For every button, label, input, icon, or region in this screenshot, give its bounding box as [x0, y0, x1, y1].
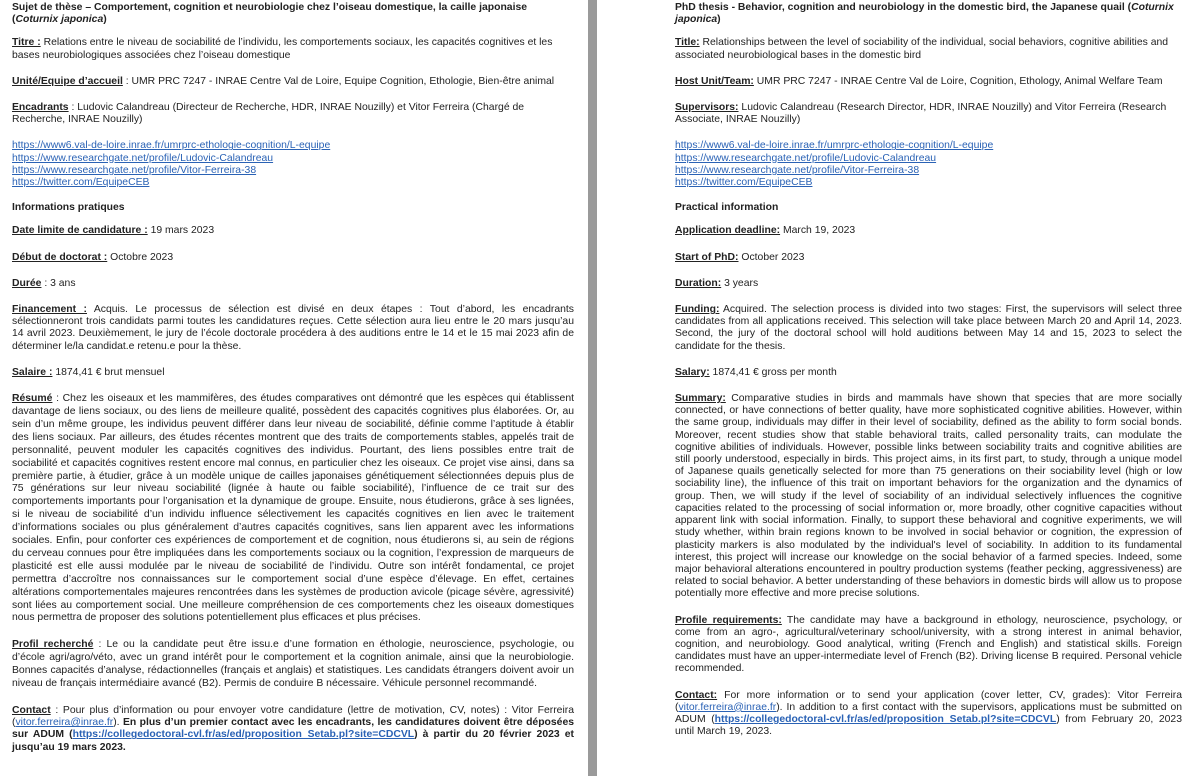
title-label: Titre :	[12, 37, 41, 49]
contact-paragraph: Contact: For more information or to send your application (cover letter, CV, grades): Vitor Ferreira (vitor.ferreira@inrae.fr). In addition to a first contact with the supervisors, applications must be submitted on ADUM (https://collegedoctoral-cvl.fr/as/ed/proposition_Setab.pl?site=CDCVL) from February 20, 2023 until March 19, 2023.	[675, 689, 1182, 738]
link-researchgate-calandreau[interactable]: https://www.researchgate.net/profile/Ludovic-Calandreau	[675, 152, 937, 164]
heading: PhD thesis - Behavior, cognition and neurobiology in the domestic bird, the Japanese quail (Coturnix japonica)	[675, 2, 1174, 26]
contact-label: Contact	[12, 705, 51, 716]
funding-paragraph: Financement : Acquis. Le processus de sélection est divisé en deux étapes : Tout d’abord, les encadrants sélectionneront trois candidats parmi toutes les candidatures reçues. Cette sélection aura lieu entre le 20 mars jusqu’au 14 avril 2023. Deuxièmement, le jury de l’école doctorale procédera à des auditions entre le 14 et le 15 mai 2023 afin de déterminer le/la candidat.e retenu.e pour la thèse.	[12, 304, 574, 352]
deadline-paragraph: Application deadline: March 19, 2023	[675, 225, 856, 237]
unit-label: Unité/Equipe d’accueil	[12, 75, 123, 87]
document-page-french	[0, 0, 588, 776]
supervisors-label: Encadrants	[12, 102, 69, 114]
heading: Sujet de thèse – Comportement, cognition et neurobiologie chez l’oiseau domestique, la caille japonaise (Coturnix japonica)	[12, 2, 528, 26]
adum-link[interactable]: https://collegedoctoral-cvl.fr/as/ed/proposition_Setab.pl?site=CDCVL	[714, 713, 1057, 725]
document-page-english	[597, 0, 1200, 776]
supervisors-paragraph: Supervisors: Ludovic Calandreau (Research Director, HDR, INRAE Nouzilly) and Vitor Ferreira (Research Associate, INRAE Nouzilly)	[675, 102, 1167, 126]
title-paragraph: Title: Relationships between the level of sociability of the individual, social behaviors, cognitive abilities and associated neurobiological bases in the domestic bird	[675, 37, 1169, 61]
salary-label: Salaire :	[12, 366, 53, 378]
summary-label: Summary:	[675, 393, 726, 405]
summary-paragraph: Résumé : Chez les oiseaux et les mammifères, des études comparatives ont démontré que les espèces qui établissent davantage de liens sociaux, ou des liens de meilleure qualité, possèdent des capacités cognitives plus élaborées. Or, au sein d’un même groupe, les individus peuvent différer dans leur niveau de sociabilité, définie comme l’aptitude à établir des liens sociaux. Par ailleurs, des études récentes montrent que des traits de comportements stables, appelés trait de personnalité, peuvent moduler les capacités cognitives des individus. Pourtant, des liens possibles entre trait de sociabilité et capacités cognitives restent encore mal connus, en particulier chez les oiseaux. Ce projet vise ainsi, dans sa première partie, à étudier, grâce à un modèle unique de cailles japonaises génétiquement sélectionnées depuis plus de 75 générations sur leur niveau sociabilité (lignée à haute ou faible sociabilité), l’influence de ce trait sur des comportements importants pour l’organisation et la dynamique de groupe. Ensuite, nous étudierons, grâce à ses lignées, si le niveau de sociabilité d’un individu influence sélectivement les capacités cognitives en lien avec le traitement d’informations sociales ou plus généralement d’autres capacités cognitives, sans lien apparent avec les informations sociales. Enfin, pour conforter ces expériences de comportement et de cognition, nous étudierons si, au sein de régions du cerveau connues pour être impliquées dans les comportements sociaux ou la cognition, l’expression de marqueurs de plasticité est elle aussi modulée par le niveau de sociabilité de l’individu. Outre son intérêt fondamental, ce projet permettra d’accroître nos connaissances sur le comportement social d’une espèce d’élevage. En effet, certaines altérations comportementales majeures rencontrées dans les systèmes de production avicole (picage sévère, agressivité) sont liées au comportement social. Une meilleure compréhension de ces comportements chez les oiseaux domestiques nous permettra de proposer des solutions potentiellement plus efficaces et plus précises.	[12, 393, 574, 624]
adum-link[interactable]: https://collegedoctoral-cvl.fr/as/ed/proposition_Setab.pl?site=CDCVL	[72, 729, 415, 741]
link-twitter[interactable]: https://twitter.com/EquipeCEB	[12, 177, 150, 189]
funding-paragraph: Funding: Acquired. The selection process is divided into two stages: First, the supervisors will select three candidates from all applications received. This selection will take place between March 20 and April 14, 2023. Second, the jury of the doctoral school will hold auditions between May 14 and 15, 2023 to select the candidate for the thesis.	[675, 304, 1182, 352]
deadline-label: Date limite de candidature :	[12, 225, 148, 237]
deadline-label: Application deadline:	[675, 225, 781, 237]
duration-label: Durée	[12, 277, 42, 289]
practical-heading: Practical information	[675, 202, 779, 214]
unit-paragraph: Host Unit/Team: UMR PRC 7247 - INRAE Centre Val de Loire, Cognition, Ethology, Animal Welfare Team	[675, 75, 1163, 87]
start-paragraph: Start of PhD: October 2023	[675, 251, 805, 263]
funding-label: Funding:	[675, 304, 720, 316]
summary-label: Résumé	[12, 393, 53, 405]
link-researchgate-calandreau[interactable]: https://www.researchgate.net/profile/Ludovic-Calandreau	[12, 152, 274, 164]
profile-paragraph: Profile requirements: The candidate may have a background in ethology, neuroscience, psychology, or come from an agro-, agricultural/veterinary school/university, with a strong interest in animal behavior, cognition, and neurobiology. Good analytical, writing (French and English) and statistical skills. Foreign candidates must have an upper-intermediate level of French (B2). Driving license B required. Personal vehicle recommended.	[675, 614, 1182, 675]
species-name: Coturnix japonica	[675, 2, 1174, 26]
link-team-page[interactable]: https://www6.val-de-loire.inrae.fr/umrprc-ethologie-cognition/L-equipe	[675, 140, 994, 152]
unit-label: Host Unit/Team:	[675, 75, 754, 87]
duration-label: Duration:	[675, 277, 722, 289]
summary-paragraph: Summary: Comparative studies in birds and mammals have shown that species that are more socially connected, or have connections of better quality, have more sophisticated cognitive abilities. However, within the same group, individuals may differ in their level of sociability, defined as the ability to form social bonds. Moreover, recent studies show that stable behavioral traits, called personality traits, can modulate the cognitive abilities of individuals. However, possible links between sociability traits and cognitive abilities are still poorly understood, especially in birds. This project aims, in its first part, to study, through a unique model of Japanese quails genetically selected for more than 75 generations on their sociability level (high or low sociability line), the influence of this trait on important behaviors for the organization and the dynamics of group. Then, we will study if the level of sociability of an individual selectively influences the cognitive capacities related to the processing of social information or, more broadly, other cognitive capacities without apparent link with social information. Finally, to support these behavioral and cognitive experiments, we will study whether, within brain regions known to be involved in social behavior or cognition, the expression of plasticity markers is also modulated by the individual's level of sociability. In addition to its fundamental interest, this project will increase our knowledge on the social behavior of a farmed species. Indeed, some major behavioral alterations encountered in poultry production systems (feather pecking, aggressiveness) are related to social behavior. A better understanding of these behaviors in domestic birds will allow us to propose potentially more effective and more precise solutions.	[675, 393, 1182, 600]
duration-paragraph: Duration: 3 years	[675, 277, 759, 289]
contact-email-link[interactable]: vitor.ferreira@inrae.fr	[15, 717, 114, 729]
salary-paragraph: Salary: 1874,41 € gross per month	[675, 366, 837, 378]
supervisors-paragraph: Encadrants : Ludovic Calandreau (Directeur de Recherche, HDR, INRAE Nouzilly) et Vitor Ferreira (Chargé de Recherche, INRAE Nouzilly)	[12, 102, 525, 126]
link-team-page[interactable]: https://www6.val-de-loire.inrae.fr/umrprc-ethologie-cognition/L-equipe	[12, 140, 331, 152]
start-label: Start of PhD:	[675, 251, 739, 263]
start-paragraph: Début de doctorat : Octobre 2023	[12, 251, 174, 263]
link-researchgate-ferreira[interactable]: https://www.researchgate.net/profile/Vitor-Ferreira-38	[675, 164, 920, 176]
deadline-paragraph: Date limite de candidature : 19 mars 2023	[12, 225, 215, 237]
contact-email-link[interactable]: vitor.ferreira@inrae.fr	[678, 701, 777, 713]
contact-paragraph: Contact : Pour plus d’information ou pour envoyer votre candidature (lettre de motivation, CV, notes) : Vitor Ferreira (vitor.ferreira@inrae.fr). En plus d’un premier contact avec les encadrants, les candidatures doivent être déposées sur ADUM (https://collegedoctoral-cvl.fr/as/ed/proposition_Setab.pl?site=CDCVL) à partir du 20 février 2023 et jusqu’au 19 mars 2023.	[12, 705, 574, 753]
title-label: Title:	[675, 37, 700, 49]
link-researchgate-ferreira[interactable]: https://www.researchgate.net/profile/Vitor-Ferreira-38	[12, 164, 257, 176]
profile-label: Profil recherché	[12, 639, 94, 651]
links-list	[12, 140, 574, 189]
practical-heading: Informations pratiques	[12, 202, 125, 214]
supervisors-label: Supervisors:	[675, 102, 739, 114]
profile-paragraph: Profil recherché : Le ou la candidate peut être issu.e d’une formation en éthologie, neuroscience, psychologie, ou d’école agri/agro/véto, avec un grand intérêt pour le comportement et la cognition animale, ainsi que la neurobiologie. Bonnes capacités d’analyse, rédactionnelles (français et anglais) et statistiques. Les candidats étrangers doivent avoir un niveau de français intermédiaire avancé (B2). Permis de conduire B nécessaire. Véhicule personnel recommandé.	[12, 639, 574, 690]
profile-label: Profile requirements:	[675, 614, 782, 626]
title-paragraph: Titre : Relations entre le niveau de sociabilité de l’individu, les comportements sociaux, les capacités cognitives et les bases neurobiologiques associées chez l’oiseau domestique	[12, 37, 553, 61]
funding-label: Financement :	[12, 304, 87, 316]
start-label: Début de doctorat :	[12, 251, 108, 263]
unit-paragraph: Unité/Equipe d’accueil : UMR PRC 7247 - INRAE Centre Val de Loire, Equipe Cognition, Ethologie, Bien-être animal	[12, 75, 555, 87]
salary-paragraph: Salaire : 1874,41 € brut mensuel	[12, 366, 165, 378]
species-name: Coturnix japonica	[15, 14, 104, 26]
duration-paragraph: Durée : 3 ans	[12, 277, 76, 289]
contact-label: Contact:	[675, 689, 718, 701]
links-list	[675, 140, 1182, 189]
link-twitter[interactable]: https://twitter.com/EquipeCEB	[675, 177, 813, 189]
salary-label: Salary:	[675, 366, 710, 378]
